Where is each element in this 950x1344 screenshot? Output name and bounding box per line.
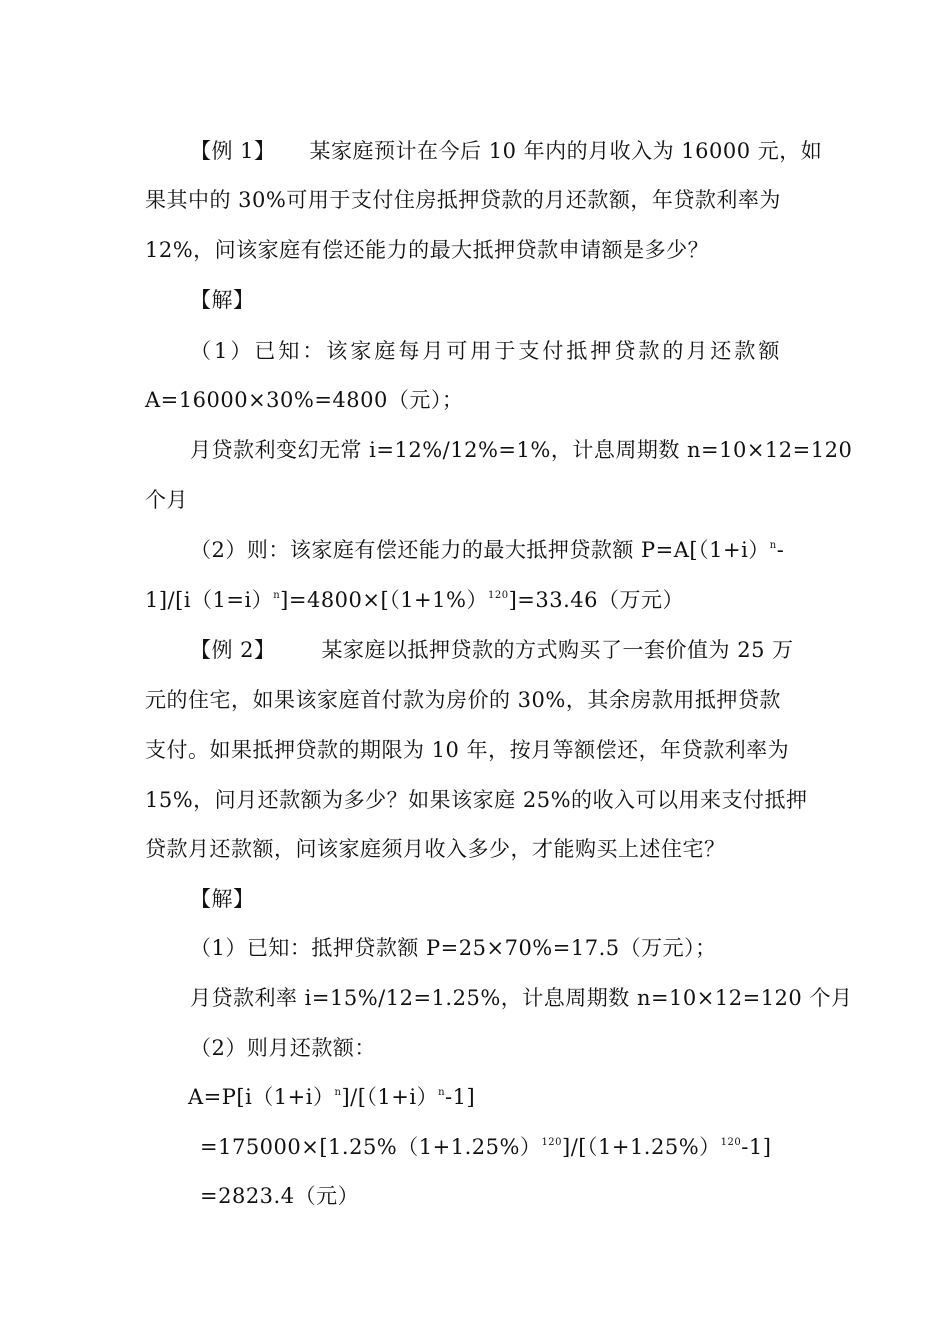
example1-problem-line-3: 12%，问该家庭有偿还能力的最大抵押贷款申请额是多少？ <box>145 238 710 262</box>
example2-step2-line-1: （2）则月还款额： <box>190 1036 376 1060</box>
example2-problem-text-1: 某家庭以抵押贷款的方式购买了一套价值为 25 万 <box>321 638 794 662</box>
formula-text-a: A=P[i（1+i） <box>188 1085 335 1109</box>
example2-step1-line-2: 月贷款利率 i=15%/12=1.25%，计息周期数 n=10×12=120 个月 <box>190 986 853 1010</box>
exponent-120: 120 <box>720 1137 742 1148</box>
example1-problem-line-2: 果其中的 30%可用于支付住房抵押贷款的月还款额，年贷款利率为 <box>145 188 781 212</box>
example1-step1-line-1: （1）已知：该家庭每月可用于支付抵押贷款的月还款额 <box>190 339 783 363</box>
calc-text-a: =175000×[1.25%（1+1.25%） <box>200 1135 542 1159</box>
example1-heading: 【例 1】 <box>190 139 276 163</box>
example2-solution-heading: 【解】 <box>190 887 255 911</box>
formula-text-b: ]/[（1+i） <box>341 1085 439 1109</box>
example2-heading: 【例 2】 <box>190 638 276 662</box>
example1-step1-line-2: A=16000×30%=4800（元）； <box>145 388 464 412</box>
example2-calculation-line <box>200 1132 771 1162</box>
example1-step2-line-2 <box>145 585 684 615</box>
example2-formula-line <box>188 1082 475 1112</box>
example1-step2-text-a: （2）则：该家庭有偿还能力的最大抵押贷款额 P=A[（1+i） <box>190 538 770 562</box>
exponent-120: 120 <box>541 1137 563 1148</box>
exponent-n: n <box>334 1087 342 1098</box>
example2-problem-line-2: 元的住宅，如果该家庭首付款为房价的 30%，其余房款用抵押贷款 <box>145 688 781 712</box>
example2-step1-line-1: （1）已知：抵押贷款额 P=25×70%=17.5（万元）； <box>190 936 717 960</box>
example2-problem-line-5: 贷款月还款额，问该家庭须月收入多少，才能购买上述住宅？ <box>145 837 726 861</box>
example2-problem-line-1 <box>190 635 794 665</box>
example1-step2-text-e: ]=33.46（万元） <box>508 588 684 612</box>
exponent-120: 120 <box>487 590 509 601</box>
example1-step2-text-b: - <box>776 538 785 562</box>
example2-problem-line-4: 15%，问月还款额为多少？如果该家庭 25%的收入可以用来支付抵押 <box>145 788 808 812</box>
example1-step2-text-d: ]=4800×[（1+1%） <box>280 588 488 612</box>
example1-problem-text-1: 某家庭预计在今后 10 年内的月收入为 16000 元，如 <box>309 139 823 163</box>
example1-solution-heading: 【解】 <box>190 288 255 312</box>
calc-text-c: -1] <box>741 1135 772 1159</box>
exponent-n: n <box>273 590 281 601</box>
example1-step2-text-c: 1]/[i（1=i） <box>145 588 274 612</box>
example2-result-line: =2823.4（元） <box>200 1184 360 1208</box>
formula-text-c: -1] <box>445 1085 476 1109</box>
example1-problem-line-1 <box>190 136 822 166</box>
exponent-n: n <box>769 540 777 551</box>
example1-step1-line-4: 个月 <box>145 488 188 512</box>
example2-problem-line-3: 支付。如果抵押贷款的期限为 10 年，按月等额偿还，年贷款利率为 <box>145 738 790 762</box>
example1-step1-line-3: 月贷款利变幻无常 i=12%/12%=1%，计息周期数 n=10×12=120 <box>190 438 853 462</box>
example1-step2-line-1 <box>190 535 784 565</box>
calc-text-b: ]/[（1+1.25%） <box>562 1135 721 1159</box>
exponent-n: n <box>438 1087 446 1098</box>
